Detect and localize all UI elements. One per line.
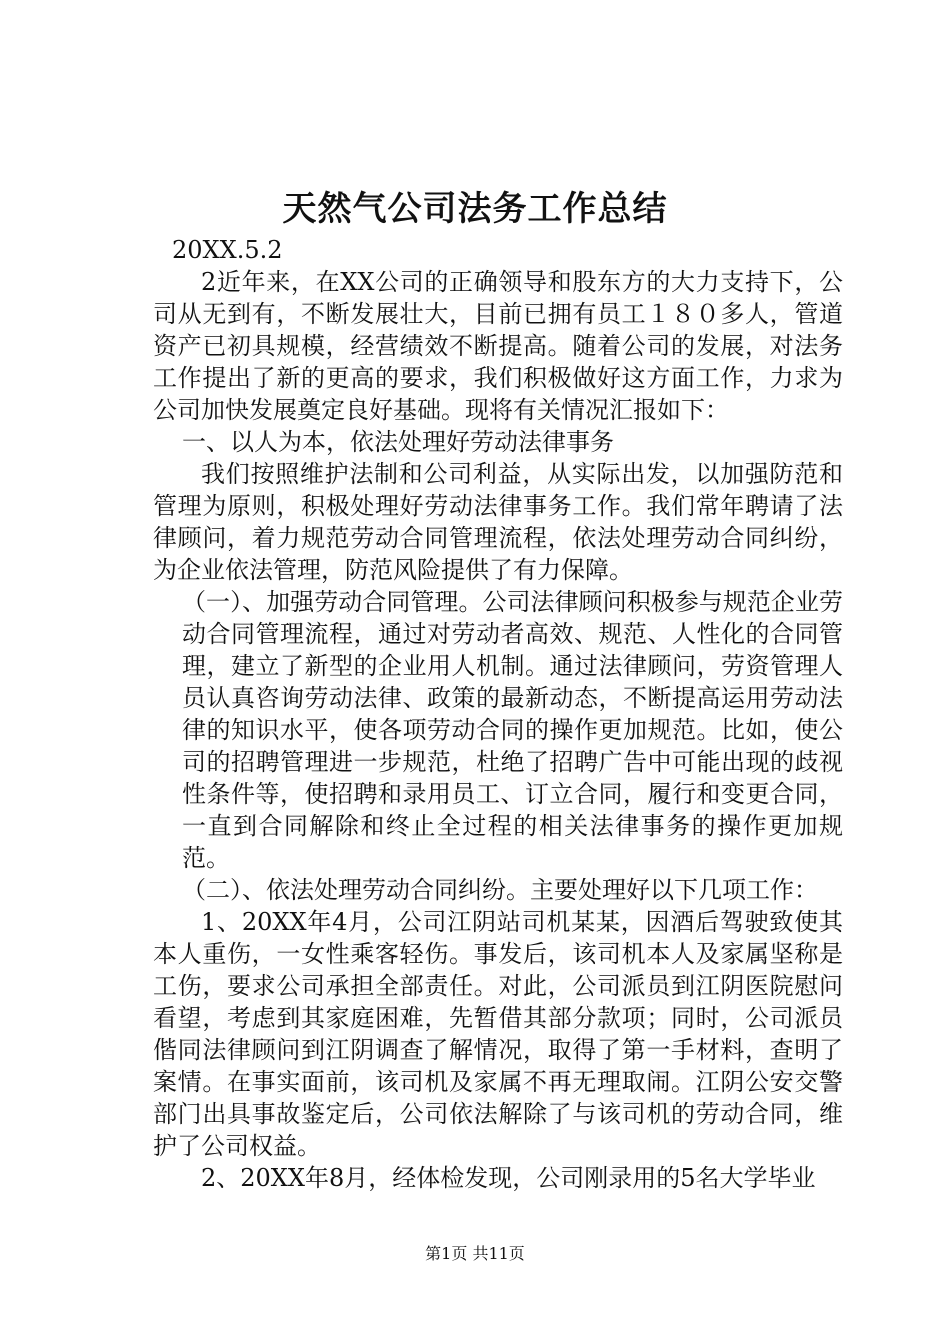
case-item-2: 2、20XX年8月，经体检发现，公司刚录用的5名大学毕业 [201, 1164, 816, 1192]
section-heading-1: 一、以人为本，依法处理好劳动法律事务 [182, 428, 614, 456]
document-body [153, 234, 843, 1194]
paragraph-intro: 2近年来，在XX公司的正确领导和股东方的大力支持下，公司从无到有，不断发展壮大，目前已拥有员工１８０多人，管道资产已初具规模，经营绩效不断提高。随着公司的发展，对法务工作提出了新的更高的要求，我们积极做好这方面工作，力求为公司加快发展奠定良好基础。现将有关情况汇报如下： [153, 268, 843, 424]
document-date: 20XX.5.2 [172, 236, 283, 264]
subsection-1: （一）、加强劳动合同管理。公司法律顾问积极参与规范企业劳动合同管理流程，通过对劳动者高效、规范、人性化的合同管理，建立了新型的企业用人机制。通过法律顾问，劳资管理人员认真咨询劳动法律、政策的最新动态，不断提高运用劳动法律的知识水平，使各项劳动合同的操作更加规范。比如，使公司的招聘管理进一步规范，杜绝了招聘广告中可能出现的歧视性条件等，使招聘和录用员工、订立合同，履行和变更合同，一直到合同解除和终止全过程的相关法律事务的操作更加规范。 [182, 588, 843, 872]
page-footer: 第1页 共11页 [425, 1244, 525, 1263]
subsection-2: （二）、依法处理劳动合同纠纷。主要处理好以下几项工作： [182, 876, 818, 904]
document-title: 天然气公司法务工作总结 [282, 189, 668, 229]
case-item-1: 1、20XX年4月，公司江阴站司机某某，因酒后驾驶致使其本人重伤，一女性乘客轻伤。事发后，该司机本人及家属坚称是工伤，要求公司承担全部责任。对此，公司派员到江阴医院慰问看望，考虑到其家庭困难，先暂借其部分款项；同时，公司派员偕同法律顾问到江阴调查了解情况，取得了第一手材料，查明了案情。在事实面前，该司机及家属不再无理取闹。江阴公安交警部门出具事故鉴定后，公司依法解除了与该司机的劳动合同，维护了公司权益。 [153, 908, 843, 1160]
paragraph-section-1: 我们按照维护法制和公司利益，从实际出发，以加强防范和管理为原则，积极处理好劳动法律事务工作。我们常年聘请了法律顾问，着力规范劳动合同管理流程，依法处理劳动合同纠纷，为企业依法管理，防范风险提供了有力保障。 [153, 460, 843, 584]
